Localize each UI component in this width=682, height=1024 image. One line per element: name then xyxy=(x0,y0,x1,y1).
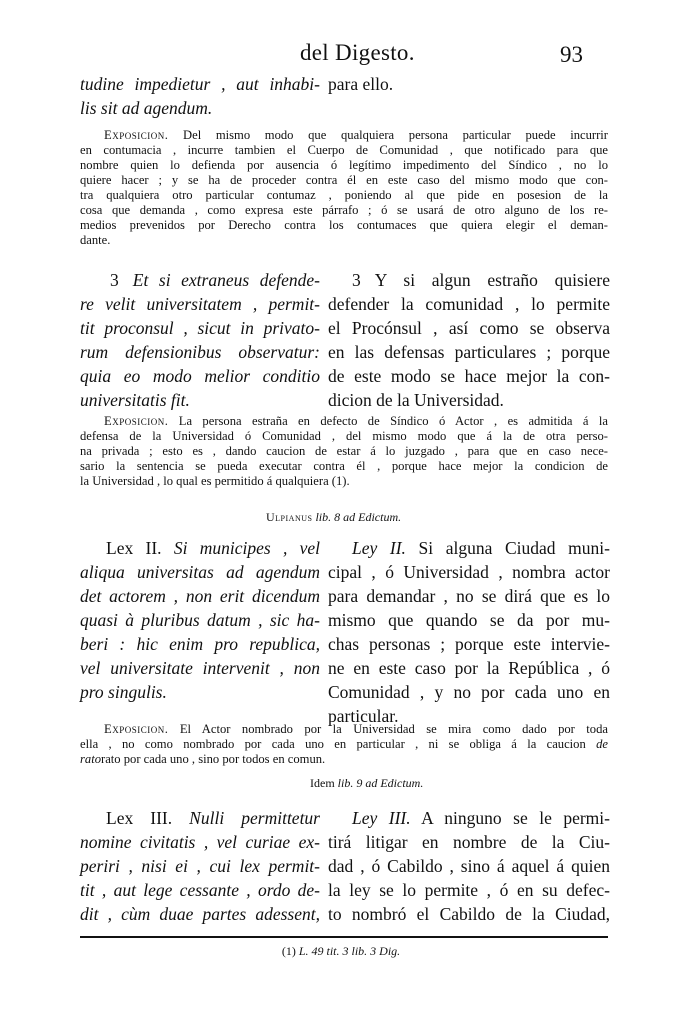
commentary-line: tra qualquiera otro particular contumaz , poniendo al que pide en posesion de la xyxy=(80,188,608,202)
footnote-text: L. 49 tit. 3 lib. 3 Dig. xyxy=(298,944,401,958)
latin-continuation xyxy=(80,72,320,120)
spanish-line: to nombró el Cabildo de la Ciudad, xyxy=(328,904,610,924)
citation-author: Ulpianus xyxy=(266,510,313,524)
law-heading: Lex III. xyxy=(106,808,173,828)
footnote xyxy=(0,944,682,959)
latin-line: Lex II. Si municipes , vel xyxy=(106,538,320,558)
spanish-line: para ello. xyxy=(328,74,394,94)
spanish-line: Comunidad , y no por cada uno en xyxy=(328,682,610,702)
commentary-line: nombre quien lo defienda por ausencia ó legítimo impedimento del Síndico , no lo xyxy=(80,158,608,172)
spanish-line: Ley III. A ninguno se le permi- xyxy=(352,808,610,828)
latin-line: tit proconsul , sicut in privato- xyxy=(80,318,320,338)
spanish-ley-2 xyxy=(328,536,610,728)
exposicion-commentary xyxy=(80,414,608,489)
commentary-line: medios prevenidos por Derecho contra los contumaces que quiera elegir el deman- xyxy=(80,218,608,232)
commentary-line: Exposicion. El Actor nombrado por la Universidad se mira como dado por toda xyxy=(104,722,608,736)
latin-line: lis sit ad agendum. xyxy=(80,98,213,118)
exposicion-label: Exposicion. xyxy=(104,128,169,142)
spanish-continuation xyxy=(328,72,610,96)
latin-line: dit , cùm duae partes adessent, xyxy=(80,904,320,924)
spanish-line: el Procónsul , así como se observa xyxy=(328,318,610,338)
footnote-rule xyxy=(80,936,608,938)
latin-section-3 xyxy=(80,268,320,412)
latin-line: nomine civitatis , vel curiae ex- xyxy=(80,832,320,852)
spanish-ley-3 xyxy=(328,806,610,926)
citation-author: Idem xyxy=(310,776,335,790)
spanish-line: Ley II. Si alguna Ciudad muni- xyxy=(352,538,610,558)
latin-line: quia eo modo melior conditio xyxy=(80,366,320,386)
spanish-line: para demandar , no se dirá que es lo xyxy=(328,586,610,606)
spanish-line: en las defensas particulares ; porque xyxy=(328,342,610,362)
commentary-line: dante. xyxy=(80,233,111,247)
source-citation xyxy=(266,510,401,525)
exposicion-commentary xyxy=(80,722,608,767)
latin-line: periri , nisi ei , cui lex permit- xyxy=(80,856,320,876)
latin-line: 3 Et si extraneus defende- xyxy=(110,270,320,290)
exposicion-label: Exposicion. xyxy=(104,722,169,736)
running-header xyxy=(0,40,682,70)
commentary-line: quiere hacer ; y se ha de proceder contra él en este caso del mismo modo que con- xyxy=(80,173,608,187)
page-number: 93 xyxy=(560,42,583,67)
latin-line: Lex III. Nulli permittetur xyxy=(106,808,320,828)
law-heading: Lex II. xyxy=(106,538,162,558)
spanish-line: particular. xyxy=(328,706,399,726)
latin-line: universitatis fit. xyxy=(80,390,190,410)
commentary-line: ratorato por cada uno , sino por todos en comun. xyxy=(80,752,326,766)
commentary-line: na privada ; esto es , dando caucion de estar á lo juzgado , para que en caso nece- xyxy=(80,444,608,458)
latin-lex-2 xyxy=(80,536,320,704)
spanish-line: tirá litigar en nombre de la Ciu- xyxy=(328,832,610,852)
italic-word: rato xyxy=(80,752,101,766)
italic-word: de xyxy=(596,737,608,751)
latin-line: pro singulis. xyxy=(80,682,167,702)
exposicion-commentary xyxy=(80,128,608,248)
latin-line: det actorem , non erit dicendum xyxy=(80,586,320,606)
latin-line: quasi à pluribus datum , sic ha- xyxy=(80,610,320,630)
latin-line: tit , aut lege cessante , ordo de- xyxy=(80,880,320,900)
spanish-line: dad , ó Cabildo , sino á aquel á quien xyxy=(328,856,610,876)
footnote-mark: (1) xyxy=(281,944,296,958)
citation-reference: lib. 9 ad Edictum. xyxy=(337,776,424,790)
spanish-line: 3 Y si algun estraño quisiere xyxy=(352,270,610,290)
latin-line: tudine impedietur , aut inhabi- xyxy=(80,74,320,94)
spanish-line: de este modo se hace mejor la con- xyxy=(328,366,610,386)
spanish-line: dicion de la Universidad. xyxy=(328,390,504,410)
latin-line: vel universitate intervenit , non xyxy=(80,658,320,678)
latin-line: aliqua universitas ad agendum xyxy=(80,562,320,582)
law-heading: Ley II. xyxy=(352,538,406,558)
law-heading: Ley III. xyxy=(352,808,411,828)
commentary-line: la Universidad , lo qual es permitido á qualquiera (1). xyxy=(80,474,350,488)
latin-line: rum defensionibus observatur: xyxy=(80,342,320,362)
running-title: del Digesto. xyxy=(300,40,415,65)
source-citation xyxy=(310,776,423,791)
commentary-line: ella , no como nombrado por cada uno en particular , ni se obliga á la caucion de xyxy=(80,737,608,751)
commentary-line: Exposicion. Del mismo modo que qualquiera persona particular puede incurrir xyxy=(104,128,608,142)
spanish-section-3 xyxy=(328,268,610,412)
section-number: 3 xyxy=(352,270,361,290)
latin-line: beri : hic enim pro republica, xyxy=(80,634,320,654)
commentary-line: defensa de la Universidad ó Comunidad , del mismo modo que á la de otra perso- xyxy=(80,429,608,443)
spanish-line: chas personas ; porque este intervie- xyxy=(328,634,610,654)
spanish-line: cipal , ó Universidad , nombra actor xyxy=(328,562,610,582)
commentary-line: en contumacia , incurre tambien el Cuerpo de Comunidad , que notificado para que xyxy=(80,143,608,157)
spanish-line: defender la comunidad , lo permite xyxy=(328,294,610,314)
spanish-line: mismo que quando se da por mu- xyxy=(328,610,610,630)
spanish-line: la ley se lo permite , ó en su defec- xyxy=(328,880,610,900)
commentary-line: Exposicion. La persona estraña en defecto de Síndico ó Actor , es admitida á la xyxy=(104,414,608,428)
exposicion-label: Exposicion. xyxy=(104,414,169,428)
spanish-line: ne en este caso por la República , ó xyxy=(328,658,610,678)
latin-lex-3 xyxy=(80,806,320,926)
latin-line: re velit universitatem , permit- xyxy=(80,294,320,314)
citation-reference: lib. 8 ad Edictum. xyxy=(315,510,402,524)
commentary-line: sario la sentencia se pueda executar contra él , porque hace mejor la condicion de xyxy=(80,459,608,473)
commentary-line: cosa que demanda , como expresa este párrafo ; ó se usará de otro alguno de los re- xyxy=(80,203,608,217)
section-number: 3 xyxy=(110,270,119,290)
